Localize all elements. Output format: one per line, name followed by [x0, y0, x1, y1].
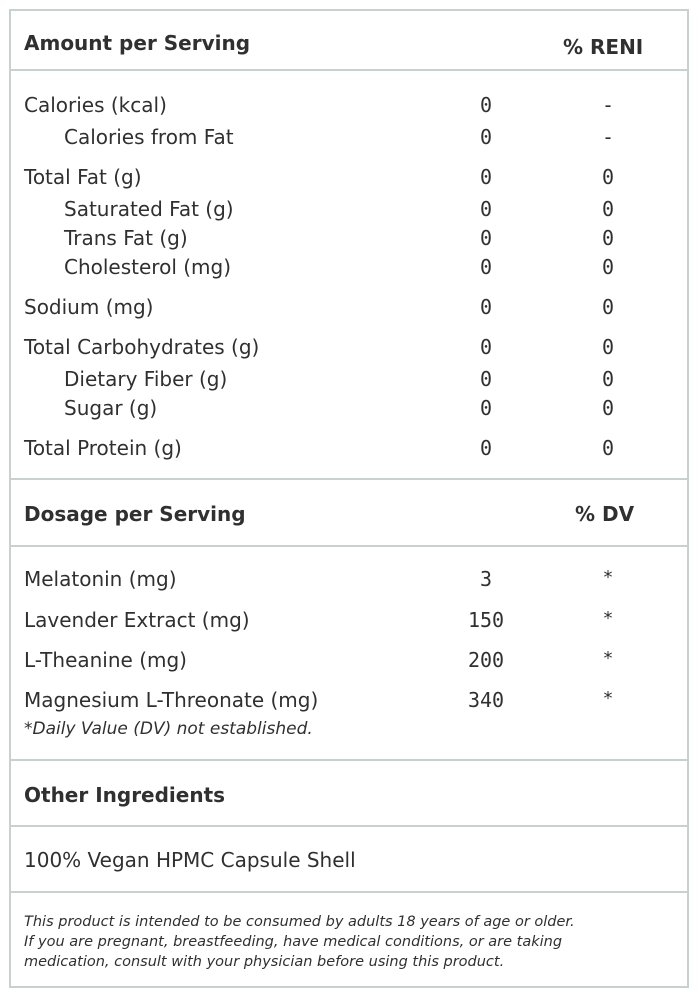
- divider: [11, 891, 687, 893]
- nutrient-reni: 0: [601, 226, 615, 250]
- nutrient-amount: 0: [479, 436, 493, 460]
- dosage-per-serving-heading: Dosage per Serving: [24, 502, 246, 526]
- divider: [11, 825, 687, 827]
- nutrient-name: Sugar (g): [64, 396, 158, 420]
- nutrient-name: Total Fat (g): [24, 165, 142, 189]
- nutrient-amount: 0: [479, 197, 493, 221]
- disclaimer-line: If you are pregnant, breastfeeding, have medical conditions, or are taking: [24, 934, 563, 950]
- divider: [11, 759, 687, 761]
- nutrient-amount: 0: [479, 367, 493, 391]
- disclaimer-line: This product is intended to be consumed by adults 18 years of age or older.: [24, 914, 575, 930]
- nutrient-amount: 0: [479, 335, 493, 359]
- ingredient-name: Lavender Extract (mg): [24, 608, 250, 632]
- disclaimer-line: medication, consult with your physician before using this product.: [24, 954, 505, 970]
- nutrient-name: Calories (kcal): [24, 93, 167, 117]
- nutrient-amount: 0: [479, 295, 493, 319]
- other-ingredients-value: 100% Vegan HPMC Capsule Shell: [24, 848, 356, 872]
- reni-column-heading: % RENI: [563, 35, 644, 59]
- nutrient-amount: 0: [479, 226, 493, 250]
- nutrient-name: Total Protein (g): [24, 436, 182, 460]
- ingredient-amount: 150: [467, 608, 505, 632]
- divider: [11, 69, 687, 71]
- nutrient-reni: 0: [601, 197, 615, 221]
- divider: [11, 478, 687, 480]
- nutrient-reni: -: [601, 125, 615, 149]
- divider: [11, 545, 687, 547]
- nutrient-amount: 0: [479, 396, 493, 420]
- nutrient-reni: 0: [601, 165, 615, 189]
- nutrient-amount: 0: [479, 93, 493, 117]
- supplement-facts-panel: [9, 9, 689, 988]
- ingredient-amount: 3: [479, 567, 493, 591]
- nutrient-name: Calories from Fat: [64, 125, 234, 149]
- ingredient-dv: *: [603, 648, 613, 669]
- nutrient-name: Sodium (mg): [24, 295, 154, 319]
- nutrient-name: Total Carbohydrates (g): [24, 335, 260, 359]
- nutrient-amount: 0: [479, 125, 493, 149]
- nutrient-reni: 0: [601, 367, 615, 391]
- nutrient-amount: 0: [479, 165, 493, 189]
- ingredient-dv: *: [603, 608, 613, 629]
- nutrient-name: Saturated Fat (g): [64, 197, 234, 221]
- ingredient-amount: 200: [467, 648, 505, 672]
- nutrient-reni: 0: [601, 436, 615, 460]
- dv-column-heading: % DV: [575, 502, 635, 526]
- nutrient-reni: 0: [601, 335, 615, 359]
- ingredient-name: Melatonin (mg): [24, 567, 177, 591]
- ingredient-amount: 340: [467, 688, 505, 712]
- nutrient-reni: 0: [601, 255, 615, 279]
- nutrient-amount: 0: [479, 255, 493, 279]
- ingredient-dv: *: [603, 688, 613, 709]
- dv-footnote: *Daily Value (DV) not established.: [24, 719, 313, 739]
- other-ingredients-heading: Other Ingredients: [24, 783, 226, 807]
- nutrient-reni: -: [601, 93, 615, 117]
- nutrient-reni: 0: [601, 396, 615, 420]
- nutrient-name: Cholesterol (mg): [64, 255, 232, 279]
- ingredient-name: Magnesium L-Threonate (mg): [24, 688, 319, 712]
- nutrient-name: Dietary Fiber (g): [64, 367, 228, 391]
- amount-per-serving-heading: Amount per Serving: [24, 31, 251, 55]
- nutrient-name: Trans Fat (g): [64, 226, 188, 250]
- ingredient-name: L-Theanine (mg): [24, 648, 187, 672]
- nutrient-reni: 0: [601, 295, 615, 319]
- ingredient-dv: *: [603, 567, 613, 588]
